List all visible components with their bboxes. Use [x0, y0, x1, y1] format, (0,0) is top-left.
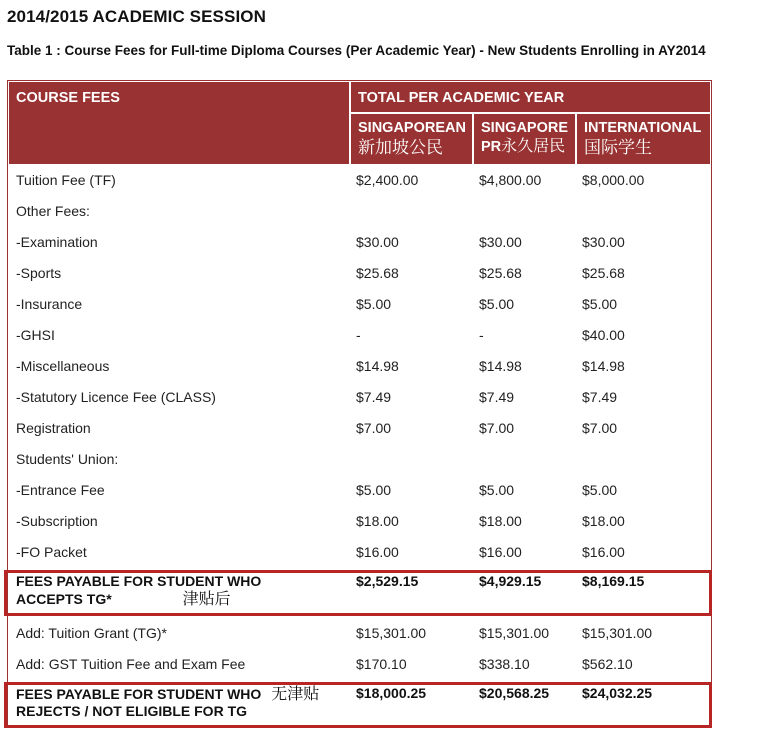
fee-singaporean [349, 443, 472, 474]
fee-row [9, 381, 710, 412]
fee-singaporean: - [356, 326, 361, 343]
fee-label: Students' Union: [16, 450, 119, 467]
fee-international: $40.00 [582, 326, 625, 343]
fee-pr: $25.68 [479, 264, 522, 281]
payable-without-tg-row [9, 679, 710, 726]
pr-label: PR [481, 139, 502, 155]
fee-international: $7.00 [582, 419, 618, 436]
fee-row [9, 226, 710, 257]
fee-international: $7.49 [582, 388, 618, 405]
fee-label: -FO Packet [16, 543, 87, 560]
pr-zh-label: 永久居民 [501, 136, 566, 155]
fee-singaporean: $14.98 [356, 357, 399, 374]
fee-row [9, 195, 710, 226]
add-label: Add: Tuition Grant (TG)* [16, 624, 167, 641]
fee-singaporean: $18.00 [356, 512, 399, 529]
fee-label: -Subscription [16, 512, 98, 529]
payable-with-tg-line1: FEES PAYABLE FOR STUDENT WHO [16, 573, 262, 589]
add-singaporean: $170.10 [356, 655, 407, 672]
fee-label: Registration [16, 419, 91, 436]
fee-row [9, 474, 710, 505]
singaporean-zh-label: 新加坡公民 [358, 138, 443, 158]
payable-with-tg-singaporean: $2,529.15 [356, 573, 419, 589]
after-subsidy-note: 津贴后 [182, 589, 231, 608]
fee-label: -Entrance Fee [16, 481, 105, 498]
payable-with-tg-label [9, 567, 349, 617]
add-singaporean: $15,301.00 [356, 624, 427, 641]
session-title: 2014/2015 ACADEMIC SESSION [7, 7, 266, 26]
payable-without-tg-singaporean: $18,000.25 [356, 685, 427, 701]
fee-international [575, 195, 710, 226]
fee-label: -Miscellaneous [16, 357, 110, 374]
payable-without-tg-pr: $20,568.25 [479, 685, 550, 701]
international-header [575, 114, 710, 164]
add-row [9, 617, 710, 648]
fee-pr: $7.49 [479, 388, 515, 405]
fee-row [9, 536, 710, 567]
payable-with-tg-line2: ACCEPTS TG* [16, 591, 112, 607]
singaporean-header [349, 114, 472, 164]
international-label: INTERNATIONAL [584, 120, 702, 136]
payable-with-tg-international: $8,169.15 [582, 573, 645, 589]
fee-row [9, 412, 710, 443]
singaporean-label: SINGAPOREAN [358, 120, 466, 136]
payable-without-tg-label [9, 679, 349, 726]
add-label: Add: GST Tuition Fee and Exam Fee [16, 655, 246, 672]
add-pr: $15,301.00 [479, 624, 550, 641]
fee-singaporean: $30.00 [356, 233, 399, 250]
table-caption: Table 1 : Course Fees for Full-time Diploma Courses (Per Academic Year) - New Students Enrolling in AY2014 [7, 43, 706, 58]
add-pr: $338.10 [479, 655, 530, 672]
fee-pr: $5.00 [479, 295, 515, 312]
course-fees-table-frame [7, 80, 712, 726]
fee-row [9, 443, 710, 474]
fee-singaporean: $5.00 [356, 481, 392, 498]
fee-label: -Insurance [16, 295, 83, 312]
fee-singaporean: $25.68 [356, 264, 399, 281]
fee-international: $30.00 [582, 233, 625, 250]
total-per-year-header: TOTAL PER ACADEMIC YEAR [349, 82, 710, 114]
header-row-top [9, 82, 710, 114]
singapore-label: SINGAPORE [481, 120, 569, 136]
fee-international: $14.98 [582, 357, 625, 374]
fee-pr: $30.00 [479, 233, 522, 250]
fee-label: -Sports [16, 264, 62, 281]
add-row [9, 648, 710, 679]
fee-singaporean: $5.00 [356, 295, 392, 312]
fee-pr: - [479, 326, 484, 343]
fee-label: -GHSI [16, 326, 55, 343]
fee-singaporean: $16.00 [356, 543, 399, 560]
fee-singaporean: $7.49 [356, 388, 392, 405]
fee-row [9, 288, 710, 319]
fee-pr: $4,800.00 [479, 171, 542, 188]
payable-with-tg-row [9, 567, 710, 617]
pr-header [472, 114, 575, 164]
payable-without-tg-line2: REJECTS / NOT ELIGIBLE FOR TG [16, 703, 248, 719]
add-international: $15,301.00 [582, 624, 653, 641]
fee-pr: $16.00 [479, 543, 522, 560]
fee-singaporean: $7.00 [356, 419, 392, 436]
fee-pr [472, 443, 575, 474]
fee-pr: $5.00 [479, 481, 515, 498]
fee-row [9, 319, 710, 350]
fee-row [9, 350, 710, 381]
fee-row [9, 257, 710, 288]
fee-international: $8,000.00 [582, 171, 645, 188]
fee-international [575, 443, 710, 474]
fee-pr [472, 195, 575, 226]
fee-international: $18.00 [582, 512, 625, 529]
international-zh-label: 国际学生 [584, 138, 652, 158]
fee-pr: $14.98 [479, 357, 522, 374]
course-fees-table [9, 82, 710, 726]
fee-international: $5.00 [582, 295, 618, 312]
payable-with-tg-pr: $4,929.15 [479, 573, 542, 589]
fee-pr: $18.00 [479, 512, 522, 529]
payable-without-tg-international: $24,032.25 [582, 685, 653, 701]
fee-singaporean [349, 195, 472, 226]
fee-international: $25.68 [582, 264, 625, 281]
fee-international: $16.00 [582, 543, 625, 560]
fee-label: Other Fees: [16, 202, 90, 219]
fee-row [9, 164, 710, 195]
fee-row [9, 505, 710, 536]
course-fees-header: COURSE FEES [9, 82, 349, 164]
no-subsidy-note: 无津贴 [271, 684, 320, 703]
fee-pr: $7.00 [479, 419, 515, 436]
fee-label: -Examination [16, 233, 98, 250]
fee-international: $5.00 [582, 481, 618, 498]
add-international: $562.10 [582, 655, 633, 672]
fee-label: -Statutory Licence Fee (CLASS) [16, 388, 216, 405]
fee-singaporean: $2,400.00 [356, 171, 419, 188]
payable-without-tg-line1: FEES PAYABLE FOR STUDENT WHO [16, 686, 262, 702]
fee-label: Tuition Fee (TF) [16, 171, 116, 188]
